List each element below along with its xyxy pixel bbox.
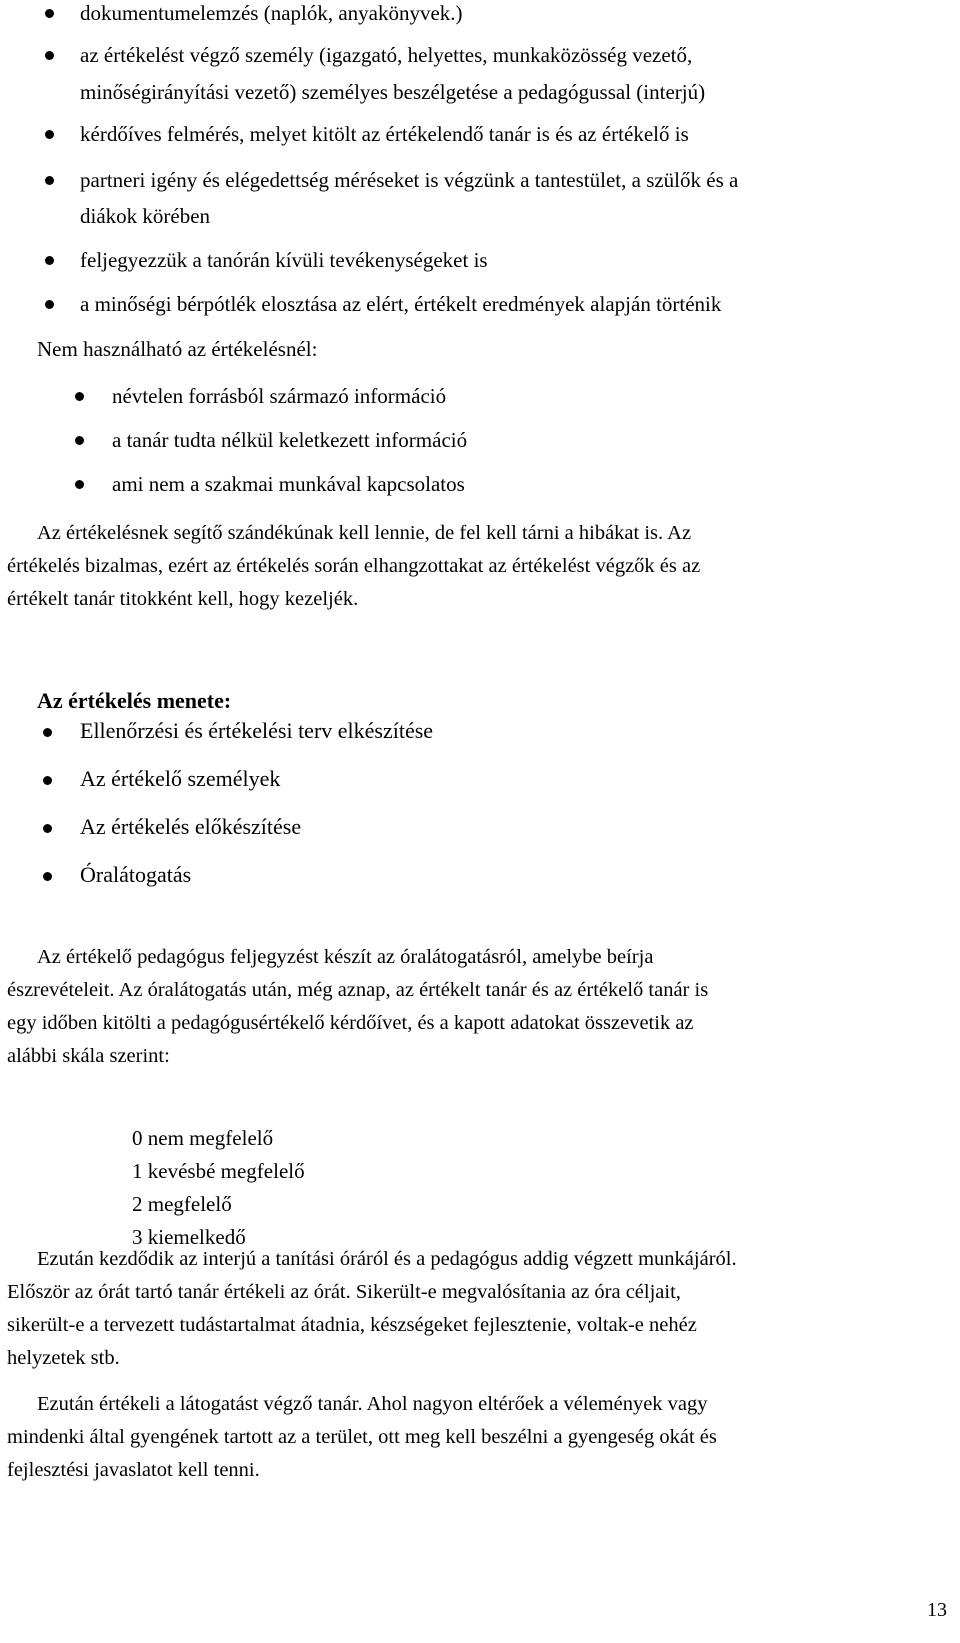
observation-paragraph: Az értékelő pedagógus feljegyzést készít az óralátogatásról, amelybe beírja észrevételeit. Az óralátogatás után, még aznap, az értékelt tanár és az értékelő tanár is egy időben kitölti a pedagógusértékelő kérdőívet, és a kapott adatokat összevetik az alábbi skála szerint: [7,946,709,1067]
final-paragraph: Ezután értékeli a látogatást végző tanár. Ahol nagyon eltérőek a vélemények vagy mindenki által gyengének tartott az a terület, ott meg kell beszélni a gyengeség okát és fejlesztési javaslatot kell tenni. [7,1393,717,1481]
list-item: névtelen forrásból származó információ [112,384,447,408]
bullet-icon [43,872,52,881]
list-item: partneri igény és elégedettség méréseket is végzünk a tantestület, a szülők és a [80,168,739,192]
scale-item: 1 kevésbé megfelelő [132,1159,305,1183]
page-number: 13 [927,1599,947,1621]
bullet-icon [45,300,54,309]
list-item: a minőségi bérpótlék elosztása az elért, értékelt eredmények alapján történik [80,292,722,316]
bullet-icon [45,51,54,60]
bullet-icon [45,256,54,265]
list-item: a tanár tudta nélkül keletkezett információ [112,428,468,452]
bullet-icon [75,392,84,401]
list-item: feljegyezzük a tanórán kívüli tevékenységeket is [80,248,488,272]
bullet-icon [45,9,54,18]
intro-paragraph: Az értékelésnek segítő szándékúnak kell lennie, de fel kell tárni a hibákat is. Az értékelés bizalmas, ezért az értékelés során elhangzottakat az értékelést végzők és az értékelt tanár titokként kell, hogy kezeljék. [7,522,701,610]
bullet-icon [43,824,52,833]
bullet-icon [43,776,52,785]
list-item: Ellenőrzési és értékelési terv elkészítése [80,718,434,743]
scale-item: 3 kiemelkedő [132,1225,246,1249]
list-item: dokumentumelemzés (naplók, anyakönyvek.) [80,1,463,25]
bullet-icon [75,480,84,489]
list-item: Az értékelő személyek [80,766,281,791]
bullet-icon [43,728,52,737]
list-item: Az értékelés előkészítése [80,814,302,839]
list-item: Óralátogatás [80,862,192,887]
scale-item: 0 nem megfelelő [132,1126,274,1150]
not-usable-label: Nem használható az értékelésnél: [37,337,318,361]
bullet-icon [45,176,54,185]
list-item: az értékelést végző személy (igazgató, helyettes, munkaközösség vezető, [80,43,693,67]
interview-paragraph: Ezután kezdődik az interjú a tanítási óráról és a pedagógus addig végzett munkájáról. Először az órát tartó tanár értékeli az órát. Sikerült-e megvalósítania az óra céljait, sikerült-e a tervezett tudástartalmat átadnia, készségeket fejlesztenie, voltak-e nehéz helyzetek stb. [7,1248,737,1369]
list-item-continuation: minőségirányítási vezető) személyes beszélgetése a pedagógussal (interjú) [80,80,706,104]
bullet-icon [45,130,54,139]
bullet-icon [75,436,84,445]
section-heading: Az értékelés menete: [37,688,232,713]
list-item-continuation: diákok körében [80,204,211,228]
list-item: ami nem a szakmai munkával kapcsolatos [112,472,465,496]
rating-scale [132,1122,305,1254]
list-item: kérdőíves felmérés, melyet kitölt az értékelendő tanár is és az értékelő is [80,122,689,146]
scale-item: 2 megfelelő [132,1192,232,1216]
